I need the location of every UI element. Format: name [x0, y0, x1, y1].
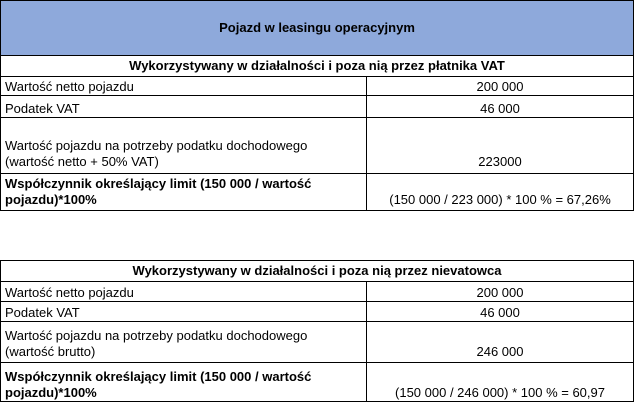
- table-title-row: [1, 1, 634, 56]
- row-value: 223000: [367, 118, 634, 174]
- table-subtitle-row: [1, 56, 634, 77]
- table-row: [1, 77, 634, 96]
- row-label: Wartość netto pojazdu: [1, 282, 367, 302]
- table-row: [1, 322, 634, 363]
- row-label-line: Wartość pojazdu na potrzeby podatku dochodowego: [5, 138, 308, 153]
- row-value: (150 000 / 246 000) * 100 % = 60,97: [367, 363, 634, 402]
- non-vat-payer-table: [0, 260, 634, 402]
- row-label-line: Współczynnik określający limit (150 000 / wartość: [5, 176, 312, 191]
- row-label: [1, 118, 367, 174]
- table-subtitle-row: [1, 261, 634, 282]
- table-row: [1, 302, 634, 322]
- row-value: 246 000: [367, 322, 634, 363]
- row-label: Wartość netto pojazdu: [1, 77, 367, 96]
- row-label-line: (wartość brutto): [5, 344, 96, 359]
- row-label-line: Współczynnik określający limit (150 000 / wartość: [5, 369, 312, 384]
- table-row: [1, 96, 634, 118]
- row-label: Podatek VAT: [1, 96, 367, 118]
- table-row: [1, 174, 634, 211]
- row-label-line: Wartość pojazdu na potrzeby podatku dochodowego: [5, 328, 308, 343]
- table-title: Pojazd w leasingu operacyjnym: [1, 1, 634, 56]
- row-value: 46 000: [367, 302, 634, 322]
- row-value: (150 000 / 223 000) * 100 % = 67,26%: [367, 174, 634, 211]
- row-value: 200 000: [367, 282, 634, 302]
- table-subtitle: Wykorzystywany w działalności i poza nią przez nievatowca: [1, 261, 634, 282]
- row-label-line: pojazdu)*100%: [5, 192, 97, 207]
- row-value: 200 000: [367, 77, 634, 96]
- row-label-line: (wartość netto + 50% VAT): [5, 154, 159, 169]
- table-row: [1, 118, 634, 174]
- table-subtitle: Wykorzystywany w działalności i poza nią przez płatnika VAT: [1, 56, 634, 77]
- row-label: [1, 322, 367, 363]
- row-value: 46 000: [367, 96, 634, 118]
- row-label: Podatek VAT: [1, 302, 367, 322]
- row-label: [1, 174, 367, 211]
- table-row: [1, 363, 634, 402]
- row-label: [1, 363, 367, 402]
- row-label-line: pojazdu)*100%: [5, 385, 97, 400]
- table-row: [1, 282, 634, 302]
